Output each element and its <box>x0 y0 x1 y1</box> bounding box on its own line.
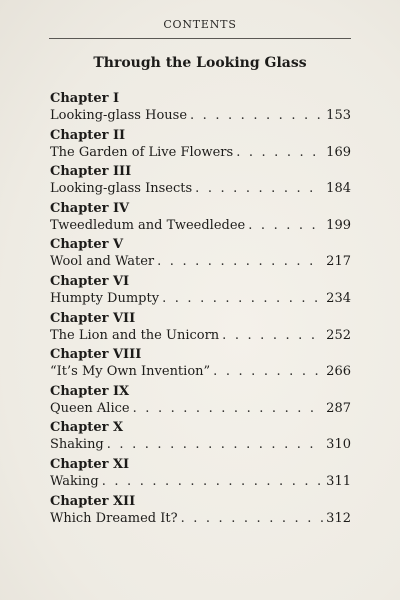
running-header: CONTENTS <box>163 18 237 31</box>
chapter-title: Looking-glass House <box>50 108 188 123</box>
dot-leader <box>157 253 323 271</box>
table-of-contents <box>50 90 351 529</box>
dot-leader <box>190 107 323 125</box>
chapter-title: Looking-glass Insects <box>50 181 193 197</box>
chapter-number: Chapter V <box>50 237 124 253</box>
toc-entry[interactable] <box>50 456 351 493</box>
page-number: 310 <box>326 437 351 453</box>
chapter-number: Chapter XI <box>50 456 130 472</box>
page-number: 252 <box>326 327 351 343</box>
page-number: 217 <box>326 254 351 270</box>
dot-leader <box>213 363 323 381</box>
chapter-number: Chapter II <box>50 127 126 143</box>
toc-entry[interactable] <box>50 236 351 273</box>
dot-leader <box>102 473 323 491</box>
toc-entry[interactable] <box>50 90 351 127</box>
chapter-number: Chapter X <box>50 420 124 436</box>
dot-leader <box>195 180 323 198</box>
page-number: 199 <box>326 217 351 233</box>
chapter-number: Chapter III <box>50 164 132 180</box>
header-rule <box>49 38 351 39</box>
page-number: 312 <box>326 510 351 526</box>
page-number: 311 <box>326 473 351 489</box>
toc-entry[interactable] <box>50 127 351 164</box>
page-number: 153 <box>326 108 351 123</box>
dot-leader <box>162 290 323 308</box>
dot-leader <box>222 327 323 345</box>
dot-leader <box>133 400 324 418</box>
chapter-number: Chapter IV <box>50 200 130 216</box>
toc-entry[interactable] <box>50 200 351 237</box>
book-title: Through the Looking Glass <box>93 55 307 71</box>
chapter-number: Chapter VII <box>50 310 136 326</box>
page-number: 169 <box>326 144 351 160</box>
dot-leader <box>107 436 323 454</box>
chapter-number: Chapter VI <box>50 273 130 289</box>
chapter-title: Waking <box>50 473 99 489</box>
dot-leader <box>181 510 324 528</box>
page-number: 184 <box>326 181 351 197</box>
toc-entry[interactable] <box>50 493 351 530</box>
toc-entry[interactable] <box>50 273 351 310</box>
toc-entry[interactable] <box>50 419 351 456</box>
chapter-title: Tweedledum and Tweedledee <box>50 217 246 233</box>
chapter-title: Queen Alice <box>50 400 130 416</box>
chapter-title: Which Dreamed It? <box>50 510 178 526</box>
chapter-title: The Garden of Live Flowers <box>50 144 234 160</box>
chapter-number: Chapter VIII <box>50 347 142 363</box>
toc-entry[interactable] <box>50 163 351 200</box>
dot-leader <box>236 144 323 162</box>
page-number: 266 <box>326 364 351 380</box>
chapter-title: Wool and Water <box>50 254 155 270</box>
chapter-title: “It’s My Own Invention” <box>50 364 211 380</box>
chapter-title: Humpty Dumpty <box>50 290 160 306</box>
chapter-title: Shaking <box>50 437 104 453</box>
page-number: 234 <box>326 290 351 306</box>
chapter-number: Chapter XII <box>50 493 136 509</box>
dot-leader <box>248 217 323 235</box>
chapter-number: Chapter I <box>50 91 120 106</box>
chapter-number: Chapter IX <box>50 383 130 399</box>
toc-entry[interactable] <box>50 310 351 347</box>
page-number: 287 <box>326 400 351 416</box>
toc-entry[interactable] <box>50 383 351 420</box>
chapter-title: The Lion and the Unicorn <box>50 327 220 343</box>
toc-entry[interactable] <box>50 346 351 383</box>
